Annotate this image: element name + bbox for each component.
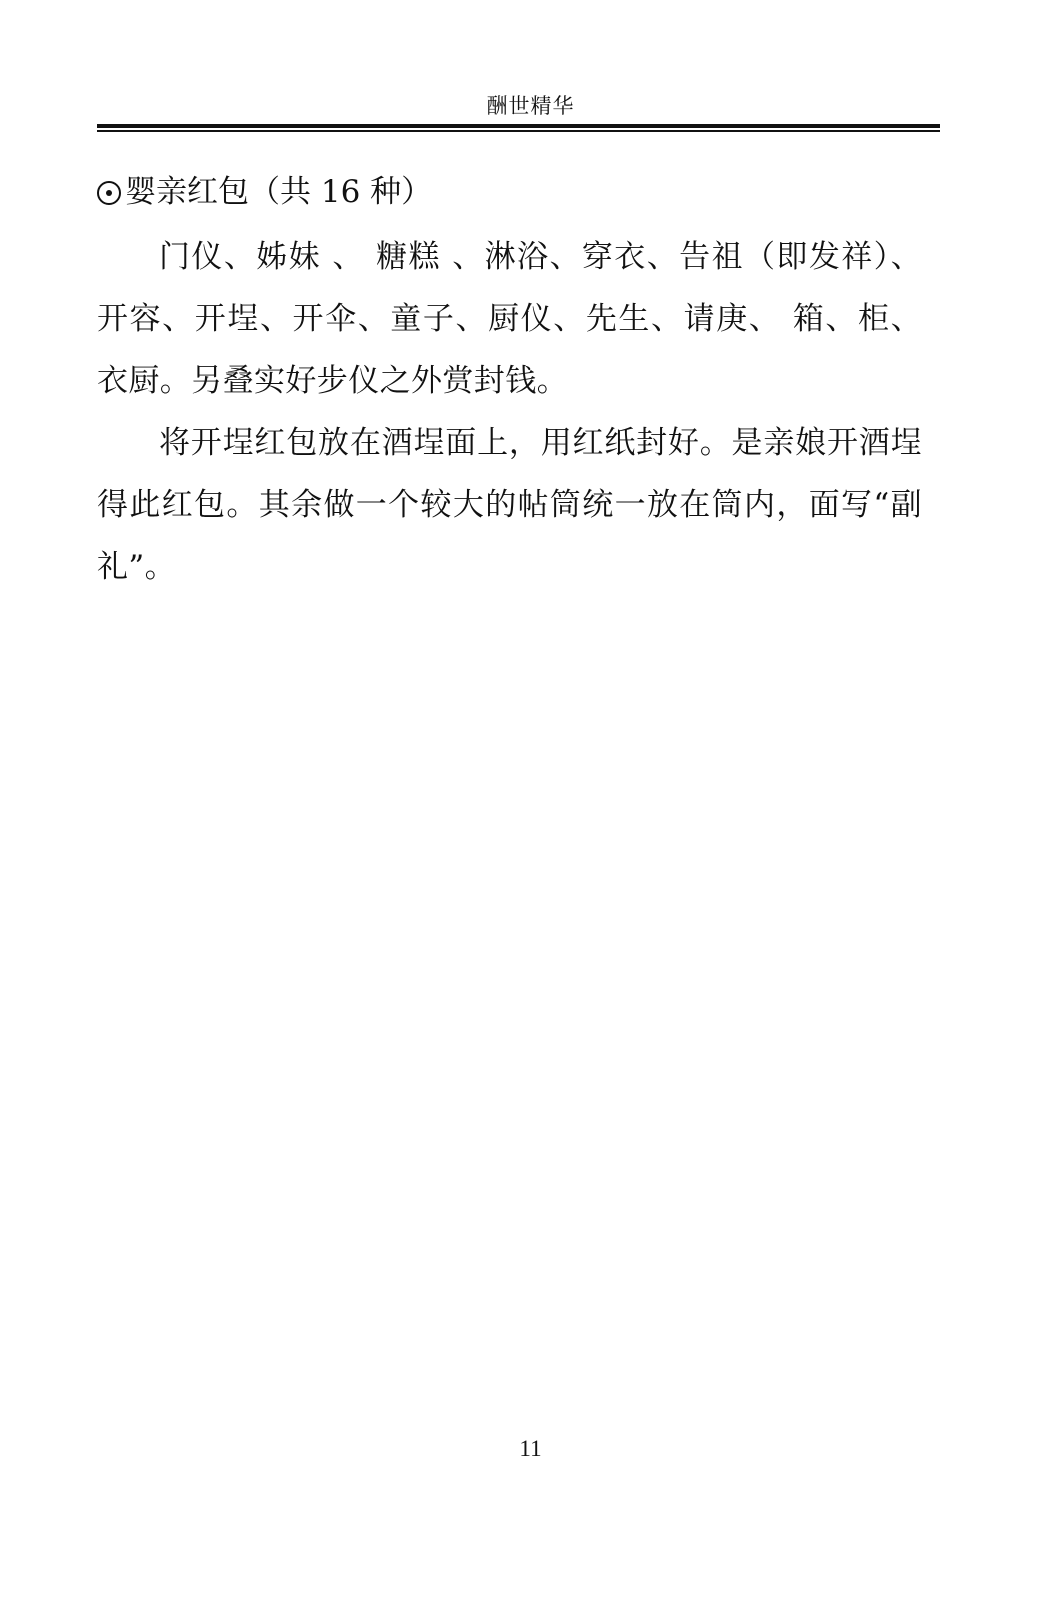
circled-dot-icon <box>97 181 121 205</box>
header-rule-thin <box>97 130 940 132</box>
section-heading <box>97 172 432 212</box>
page-number: 11 <box>519 1436 542 1461</box>
running-header: 酬世精华 <box>486 94 575 118</box>
section-heading-text: 婴亲红包（共 16 种） <box>125 174 433 210</box>
header-rule-thick <box>97 124 940 128</box>
paragraph: 将开埕红包放在酒埕面上，用红纸封好。是亲娘开酒埕得此红包。其余做一个较大的帖筒统一放在筒内，面写“副礼”。 <box>97 425 922 585</box>
paragraph: 门仪、姊妹 、 糖糕 、淋浴、穿衣、告祖（即发祥）、开容、开埕、开伞、童子、厨仪、先生、请庚、 箱、柜、衣厨。另叠实好步仪之外赏封钱。 <box>97 239 922 399</box>
